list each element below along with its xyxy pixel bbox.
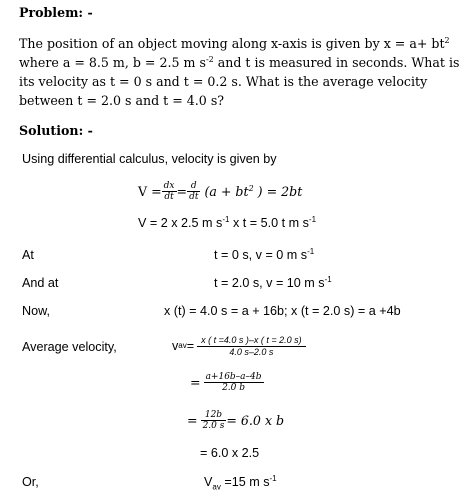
average-velocity-label: Average velocity, bbox=[22, 340, 117, 354]
problem-heading: Problem: - bbox=[19, 5, 93, 20]
average-velocity-step-4: = 6.0 x 2.5 bbox=[200, 446, 260, 460]
fraction-d-dt: $\frac{d}{dt}$ bbox=[189, 180, 199, 202]
problem-line-2: where a = 8.5 m, b = 2.5 m $s^{-2}$ and t is measured in seconds. What is bbox=[19, 54, 459, 70]
problem-line-4: between t = 2.0 s and t = 4.0 s? bbox=[19, 93, 225, 108]
at-value: t = 0 s, v = 0 m $s^{-1}$ bbox=[214, 246, 315, 262]
and-at-value: t = 2.0 s, v = 10 m $s^{-1}$ bbox=[214, 274, 332, 290]
solution-intro: Using differential calculus, velocity is given by bbox=[22, 152, 277, 166]
problem-line-3: its velocity as t = 0 s and t = 0.2 s. What is the average velocity bbox=[19, 74, 428, 89]
at-label: At bbox=[22, 248, 34, 262]
final-answer: $V_{av} =15$ m $s^{-1}$ bbox=[204, 473, 277, 492]
velocity-derivative-equation: V = $\frac{dx}{dt}$ = $\frac{d}{dt}$ ($a + bt^2$ ) = 2bt bbox=[138, 180, 303, 202]
solution-heading: Solution: - bbox=[19, 123, 93, 138]
average-velocity-step-2: = $\frac{a+16b-a-4b}{2.0 b}$ bbox=[190, 371, 262, 393]
average-velocity-step-3: = $\frac{12b}{2.0 s}$ = 6.0 x b bbox=[187, 409, 285, 431]
problem-line-1: The position of an object moving along x-axis is given by $x = a+ bt^2$ bbox=[19, 35, 450, 51]
now-value: x (t) = 4.0 s = a + 16b; x (t = 2.0 s) = a +4b bbox=[164, 304, 401, 318]
now-label: Now, bbox=[22, 304, 50, 318]
velocity-value-equation: V = 2 x 2.5 m $s^{-1}$ x t = 5.0 t m $s^{-1}$ bbox=[138, 214, 317, 230]
and-at-label: And at bbox=[22, 276, 59, 290]
average-velocity-formula: v av = $\frac{x ( t =4.0 s )-x ( t = 2.0 s)}{4.0 s-2.0 s}$ bbox=[172, 328, 306, 364]
fraction-dx-dt: $\frac{dx}{dt}$ bbox=[163, 180, 175, 202]
or-label: Or, bbox=[22, 475, 39, 489]
